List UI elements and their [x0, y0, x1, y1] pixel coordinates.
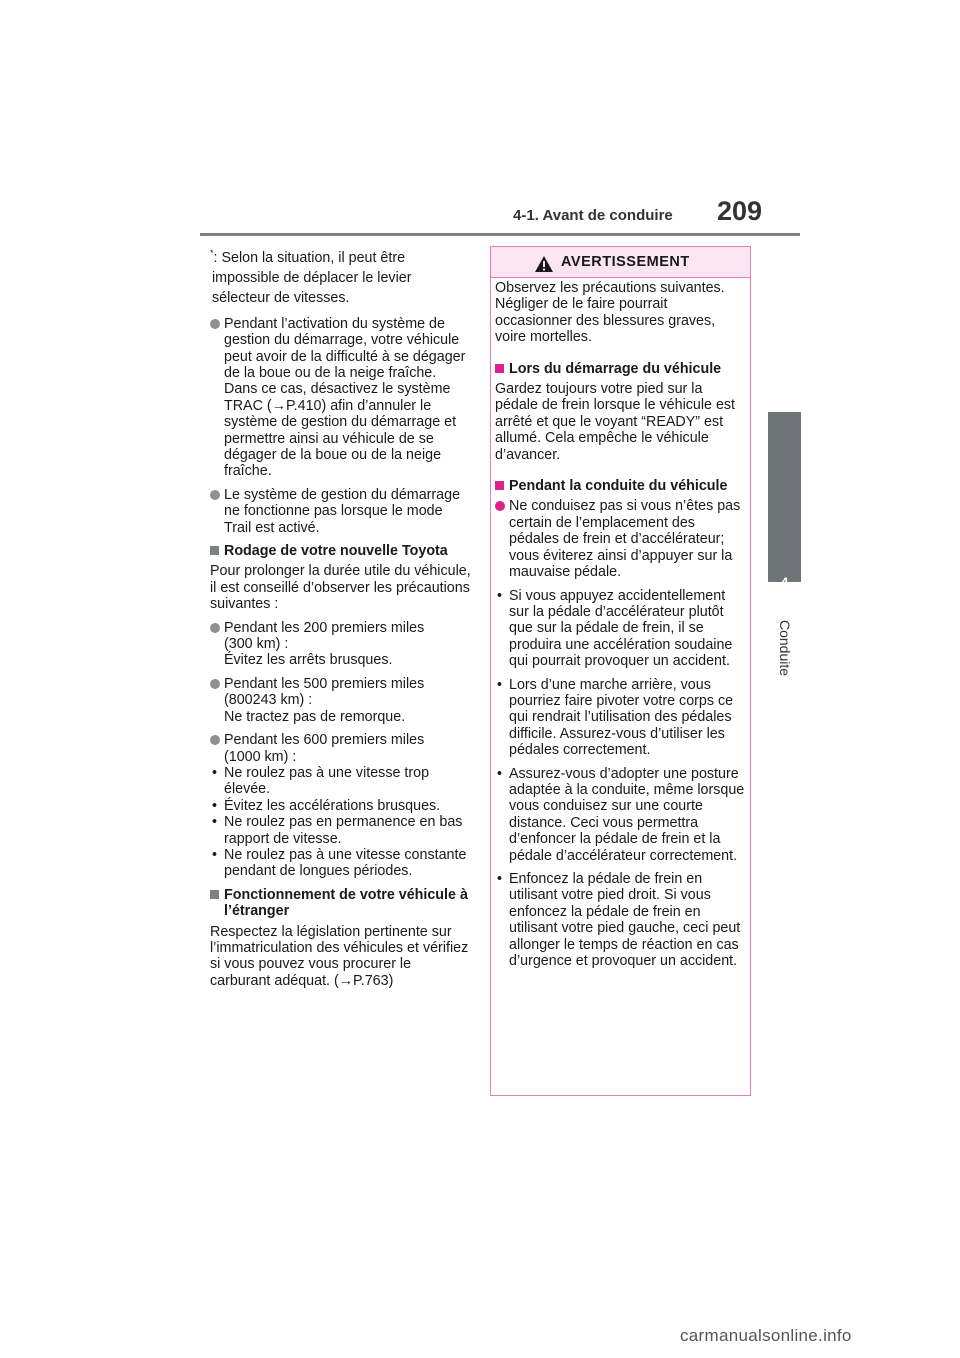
footnote-line: impossible de déplacer le levier: [212, 269, 412, 286]
section-title: 4-1. Avant de conduire: [513, 207, 673, 224]
warning-sub-item: • Si vous appuyez accidentellement sur la pédale d’accélérateur plutôt que sur la pédale de frein, il se produira une accélération soudaine qui pourrait provoquer un accident.: [495, 588, 745, 670]
warning-intro: Observez les précautions suivantes. Négliger de le faire pourrait occasionner des blessures graves, voire mortelles.: [495, 280, 725, 346]
paragraph: Respectez la législation pertinente sur l’immatriculation des véhicules et vérifiez si vous pouvez vous procurer le carburant adéquat. (→P.763): [210, 923, 469, 989]
bullet-item: Le système de gestion du démarrage ne fonctionne pas lorsque le mode Trail est activé.: [210, 487, 472, 536]
bullet-line: Pendant les 200 premiers miles: [224, 619, 425, 636]
warning-sub-item: • Lors d’une marche arrière, vous pourriez faire pivoter votre corps ce qui rendrait l’utilisation des pédales difficile. Assurez-vous d’utiliser les pédales correctement.: [495, 677, 745, 759]
bullet-line: (300 km) :: [224, 636, 289, 653]
footnote: [210, 243, 472, 308]
warning-heading: Pendant la conduite du véhicule: [495, 478, 745, 494]
sub-item: • Évitez les accélérations brusques.: [210, 798, 472, 814]
section-heading: Rodage de votre nouvelle Toyota: [210, 543, 472, 559]
bullet-item: Pendant l’activation du système de gestion du démarrage, votre véhicule peut avoir de la difficulté à se dégager de la boue ou de la neige fraîche. Dans ce cas, désactivez le système TRAC (→P.410) afin d’annuler le système de gestion du démarrage et permettre ainsi au véhicule de se dégager de la boue ou de la neige fraîche.: [210, 316, 472, 480]
watermark: carmanualsonline.info: [680, 1326, 852, 1345]
bullet-item: [210, 620, 472, 669]
page-number: 209: [717, 196, 763, 226]
sub-item: • Ne roulez pas à une vitesse trop élevée.: [210, 765, 472, 798]
chapter-label: Conduite: [777, 620, 793, 677]
sub-list: [210, 765, 472, 880]
bullet-item: [210, 732, 472, 765]
page-header: [0, 0, 960, 240]
section-heading: Fonctionnement de votre véhicule à l’étranger: [210, 887, 472, 920]
warning-triangle-icon: [534, 255, 554, 273]
footnote-mark: *: [210, 248, 214, 258]
footnote-line: : Selon la situation, il peut être: [213, 249, 406, 266]
bullet-line: (1000 km) :: [224, 748, 297, 765]
chapter-number: 4: [780, 574, 789, 590]
sub-item: • Ne roulez pas en permanence en bas rapport de vitesse.: [210, 814, 472, 847]
warning-header: [491, 247, 750, 278]
warning-heading: Lors du démarrage du véhicule: [495, 361, 745, 377]
chapter-tab[interactable]: [768, 412, 801, 590]
footnote-line: sélecteur de vitesses.: [212, 289, 350, 306]
bullet-line: Ne tractez pas de remorque.: [224, 708, 406, 725]
warning-sub-item: • Assurez-vous d’adopter une posture adaptée à la conduite, même lorsque vous conduisez sur une courte distance. Ceci vous permettra d’enfoncer la pédale de frein et la pédale d’accélérateur correctement.: [495, 766, 745, 864]
warning-bullet: Ne conduisez pas si vous n’êtes pas certain de l’emplacement des pédales de frein et d’accélérateur; vous éviterez ainsi d’appuyer sur la mauvaise pédale.: [495, 498, 745, 580]
paragraph: Pour prolonger la durée utile du véhicule, il est conseillé d’observer les précautions suivantes :: [210, 563, 471, 613]
warning-paragraph: Gardez toujours votre pied sur la pédale de frein lorsque le véhicule est arrêté et que le voyant “READY” est allumé. Cela empêche le véhicule d’avancer.: [495, 381, 736, 463]
warning-content: [495, 280, 745, 976]
warning-title: AVERTISSEMENT: [561, 254, 690, 270]
bullet-line: Pendant les 500 premiers miles: [224, 675, 425, 692]
bullet-line: Évitez les arrêts brusques.: [224, 652, 393, 669]
left-column: [210, 243, 472, 996]
warning-sub-item: • Enfoncez la pédale de frein en utilisant votre pied droit. Si vous enfoncez la pédale de frein en utilisant votre pied gauche, ceci peut allonger le temps de réaction en cas d’urgence et provoquer un accident.: [495, 871, 745, 969]
bullet-item: [210, 676, 472, 725]
bullet-line: Pendant les 600 premiers miles: [224, 732, 425, 749]
sub-item: • Ne roulez pas à une vitesse constante pendant de longues périodes.: [210, 847, 472, 880]
bullet-line: (800243 km) :: [224, 692, 313, 709]
header-rule: [200, 233, 800, 236]
